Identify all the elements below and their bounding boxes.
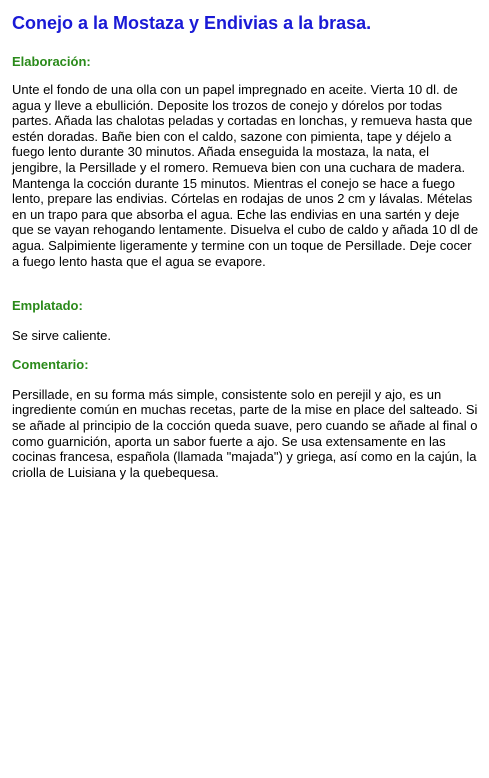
emplatado-heading: Emplatado:	[12, 298, 83, 314]
comentario-text: Persillade, en su forma más simple, consistente solo en perejil y ajo, es un ingrediente común en muchas recetas, parte de la mise en place del salteado. Si se añade al principio de la cocción queda suave, pero cuando se añade al final o como guarnición, aporta un sabor fuerte a ajo. Se usa extensamente en las cocinas francesa, española (llamada "majada") y griega, así como en la cajún, la criolla de Luisiana y la quebequesa.	[12, 386, 478, 480]
comentario-heading: Comentario:	[12, 356, 89, 372]
recipe-title: Conejo a la Mostaza y Endivias a la brasa.	[12, 13, 372, 33]
emplatado-text: Se sirve caliente.	[12, 328, 111, 344]
elaboracion-text: Unte el fondo de una olla con un papel impregnado en aceite. Vierta 10 dl. de agua y lleve a ebullición. Deposite los trozos de conejo y dórelos por todas partes. Añada las chalotas peladas y cortadas en lonchas, y remueva hasta que estén doradas. Bañe bien con el caldo, sazone con pimienta, tape y déjelo a fuego lento durante 30 minutos. Añada enseguida la mostaza, la nata, el jengibre, la Persillade y el romero. Remueva bien con una cuchara de madera. Mantenga la cocción durante 15 minutos. Mientras el conejo se hace a fuego lento, prepare las endivias. Córtelas en rodajas de unos 2 cm y lávalas. Mételas en un trapo para que absorba el agua. Eche las endivias en una sartén y deje que se vayan rehogando lentamente. Disuelva el cubo de caldo y añada 10 dl de agua. Salpimiente ligeramente y termine con un toque de Persillade. Deje cocer a fuego lento hasta que el agua se evapore.	[12, 82, 479, 269]
elaboracion-heading: Elaboración:	[12, 54, 91, 69]
